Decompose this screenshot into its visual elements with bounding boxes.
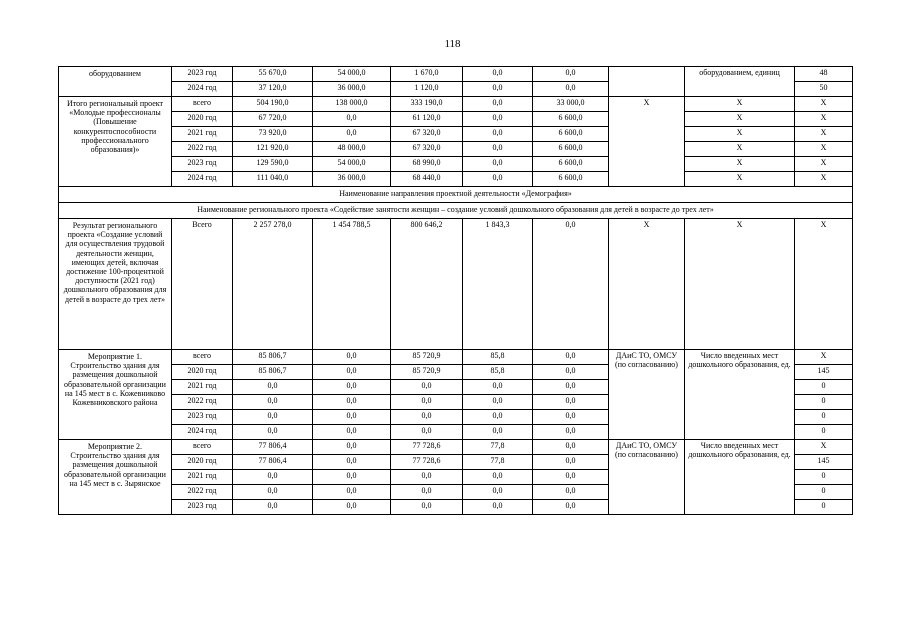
cell-regional: 68 440,0 <box>391 172 463 187</box>
row-name: Мероприятие 1. Строительство здания для размещения дошкольной образовательной организации на 145 мест в с. Кожевниково Кожевниковского района <box>59 350 172 440</box>
cell-executor <box>609 67 685 97</box>
cell-value: 0 <box>795 500 853 515</box>
cell-other: 0,0 <box>533 485 609 500</box>
cell-federal: 0,0 <box>313 410 391 425</box>
cell-indicator: Х <box>685 97 795 112</box>
cell-local: 0,0 <box>463 470 533 485</box>
cell-year: 2023 год <box>172 500 233 515</box>
table-row <box>59 67 853 82</box>
cell-federal: 0,0 <box>313 440 391 455</box>
direction-header: Наименование направления проектной деятельности «Демография» <box>59 187 853 203</box>
page-number: 118 <box>444 38 461 50</box>
cell-indicator: Х <box>685 219 795 350</box>
cell-regional: 67 320,0 <box>391 142 463 157</box>
cell-indicator: Число введенных мест дошкольного образования, ед. <box>685 350 795 440</box>
cell-local: 77,8 <box>463 455 533 470</box>
cell-regional: 77 728,6 <box>391 455 463 470</box>
cell-year: 2021 год <box>172 380 233 395</box>
cell-indicator: Х <box>685 112 795 127</box>
cell-other: 0,0 <box>533 350 609 365</box>
cell-federal: 0,0 <box>313 455 391 470</box>
cell-other: 6 600,0 <box>533 112 609 127</box>
cell-value: Х <box>795 157 853 172</box>
cell-year: Всего <box>172 219 233 350</box>
cell-local: 0,0 <box>463 142 533 157</box>
cell-other: 0,0 <box>533 470 609 485</box>
cell-value: 0 <box>795 395 853 410</box>
cell-year: 2021 год <box>172 127 233 142</box>
cell-year: 2023 год <box>172 157 233 172</box>
cell-total: 0,0 <box>233 380 313 395</box>
cell-total: 129 590,0 <box>233 157 313 172</box>
cell-indicator: Число введенных мест дошкольного образования, ед. <box>685 440 795 515</box>
cell-value: 0 <box>795 410 853 425</box>
cell-value: Х <box>795 350 853 365</box>
cell-regional: 67 320,0 <box>391 127 463 142</box>
row-name: оборудованием <box>59 67 172 97</box>
table-row <box>59 440 853 455</box>
row-name: Мероприятие 2. Строительство здания для размещения дошкольной образовательной организации на 145 мест в с. Зырянское <box>59 440 172 515</box>
cell-local: 77,8 <box>463 440 533 455</box>
table-row <box>59 350 853 365</box>
cell-other: 0,0 <box>533 440 609 455</box>
cell-federal: 0,0 <box>313 112 391 127</box>
row-name: Итого региональный проект «Молодые профессионалы (Повышение конкурентоспособности профессионального образования)» <box>59 97 172 187</box>
cell-year: 2024 год <box>172 172 233 187</box>
cell-total: 121 920,0 <box>233 142 313 157</box>
cell-local: 0,0 <box>463 172 533 187</box>
cell-other: 6 600,0 <box>533 127 609 142</box>
cell-regional: 333 190,0 <box>391 97 463 112</box>
cell-total: 504 190,0 <box>233 97 313 112</box>
cell-other: 0,0 <box>533 395 609 410</box>
cell-value: 50 <box>795 82 853 97</box>
cell-local: 0,0 <box>463 410 533 425</box>
cell-total: 0,0 <box>233 425 313 440</box>
cell-local: 0,0 <box>463 82 533 97</box>
cell-regional: 0,0 <box>391 410 463 425</box>
cell-regional: 68 990,0 <box>391 157 463 172</box>
cell-local: 0,0 <box>463 425 533 440</box>
cell-indicator: Х <box>685 172 795 187</box>
cell-other: 0,0 <box>533 425 609 440</box>
cell-year: всего <box>172 440 233 455</box>
cell-indicator: Х <box>685 142 795 157</box>
cell-total: 111 040,0 <box>233 172 313 187</box>
cell-total: 73 920,0 <box>233 127 313 142</box>
cell-value: 0 <box>795 380 853 395</box>
cell-executor: ДАиС ТО, ОМСУ (по согласованию) <box>609 350 685 440</box>
cell-other: 0,0 <box>533 410 609 425</box>
cell-value: Х <box>795 219 853 350</box>
cell-executor: Х <box>609 97 685 187</box>
table-row <box>59 219 853 350</box>
cell-local: 0,0 <box>463 500 533 515</box>
cell-regional: 0,0 <box>391 470 463 485</box>
cell-federal: 36 000,0 <box>313 172 391 187</box>
cell-total: 0,0 <box>233 485 313 500</box>
section-header-row <box>59 203 853 219</box>
cell-value: Х <box>795 440 853 455</box>
cell-indicator: оборудованием, единиц <box>685 67 795 97</box>
cell-regional: 0,0 <box>391 485 463 500</box>
cell-other: 0,0 <box>533 82 609 97</box>
table-row <box>59 157 853 172</box>
cell-total: 77 806,4 <box>233 455 313 470</box>
cell-federal: 0,0 <box>313 350 391 365</box>
cell-local: 0,0 <box>463 112 533 127</box>
cell-federal: 0,0 <box>313 365 391 380</box>
cell-other: 0,0 <box>533 455 609 470</box>
cell-other: 0,0 <box>533 67 609 82</box>
cell-total: 67 720,0 <box>233 112 313 127</box>
cell-year: 2022 год <box>172 395 233 410</box>
table-row <box>59 142 853 157</box>
cell-regional: 800 646,2 <box>391 219 463 350</box>
cell-local: 0,0 <box>463 395 533 410</box>
cell-total: 85 806,7 <box>233 350 313 365</box>
cell-local: 1 843,3 <box>463 219 533 350</box>
cell-total: 2 257 278,0 <box>233 219 313 350</box>
cell-value: 0 <box>795 470 853 485</box>
table-row <box>59 127 853 142</box>
cell-value: Х <box>795 127 853 142</box>
cell-total: 0,0 <box>233 500 313 515</box>
cell-federal: 0,0 <box>313 425 391 440</box>
cell-year: 2024 год <box>172 82 233 97</box>
cell-total: 77 806,4 <box>233 440 313 455</box>
cell-year: 2024 год <box>172 425 233 440</box>
section-header-row <box>59 187 853 203</box>
cell-federal: 48 000,0 <box>313 142 391 157</box>
cell-regional: 1 670,0 <box>391 67 463 82</box>
cell-year: всего <box>172 350 233 365</box>
cell-regional: 77 728,6 <box>391 440 463 455</box>
cell-local: 0,0 <box>463 67 533 82</box>
table-row <box>59 172 853 187</box>
cell-federal: 0,0 <box>313 470 391 485</box>
cell-federal: 54 000,0 <box>313 67 391 82</box>
project-header: Наименование регионального проекта «Содействие занятости женщин – создание условий дошкольного образования для детей в возрасте до трех лет» <box>59 203 853 219</box>
cell-year: 2022 год <box>172 142 233 157</box>
cell-local: 85,8 <box>463 350 533 365</box>
cell-value: Х <box>795 97 853 112</box>
cell-other: 0,0 <box>533 500 609 515</box>
cell-federal: 0,0 <box>313 500 391 515</box>
cell-total: 85 806,7 <box>233 365 313 380</box>
cell-federal: 1 454 788,5 <box>313 219 391 350</box>
cell-total: 0,0 <box>233 470 313 485</box>
cell-year: 2020 год <box>172 455 233 470</box>
cell-local: 0,0 <box>463 97 533 112</box>
cell-year: 2023 год <box>172 410 233 425</box>
cell-year: 2020 год <box>172 112 233 127</box>
cell-executor: ДАиС ТО, ОМСУ (по согласованию) <box>609 440 685 515</box>
cell-total: 55 670,0 <box>233 67 313 82</box>
cell-other: 6 600,0 <box>533 172 609 187</box>
cell-value: 0 <box>795 425 853 440</box>
cell-other: 0,0 <box>533 380 609 395</box>
cell-regional: 0,0 <box>391 425 463 440</box>
cell-year: 2023 год <box>172 67 233 82</box>
cell-local: 0,0 <box>463 485 533 500</box>
cell-value: 48 <box>795 67 853 82</box>
cell-indicator: Х <box>685 127 795 142</box>
cell-regional: 1 120,0 <box>391 82 463 97</box>
cell-federal: 0,0 <box>313 380 391 395</box>
cell-value: Х <box>795 112 853 127</box>
table-row <box>59 97 853 112</box>
cell-value: Х <box>795 142 853 157</box>
cell-local: 85,8 <box>463 365 533 380</box>
cell-regional: 0,0 <box>391 395 463 410</box>
cell-federal: 138 000,0 <box>313 97 391 112</box>
cell-regional: 85 720,9 <box>391 365 463 380</box>
cell-federal: 0,0 <box>313 395 391 410</box>
cell-year: 2022 год <box>172 485 233 500</box>
row-name: Результат регионального проекта «Создание условий для осуществления трудовой деятельности женщин, имеющих детей, включая достижение 100-процентной доступности (2021 год) дошкольного образования для детей в возрасте до трех лет» <box>59 219 172 350</box>
cell-federal: 36 000,0 <box>313 82 391 97</box>
cell-other: 33 000,0 <box>533 97 609 112</box>
cell-other: 6 600,0 <box>533 157 609 172</box>
cell-federal: 0,0 <box>313 127 391 142</box>
budget-table <box>58 66 853 515</box>
cell-federal: 0,0 <box>313 485 391 500</box>
cell-local: 0,0 <box>463 127 533 142</box>
cell-indicator: Х <box>685 157 795 172</box>
cell-year: 2021 год <box>172 470 233 485</box>
cell-value: 145 <box>795 455 853 470</box>
cell-regional: 61 120,0 <box>391 112 463 127</box>
cell-other: 0,0 <box>533 219 609 350</box>
cell-regional: 85 720,9 <box>391 350 463 365</box>
cell-local: 0,0 <box>463 380 533 395</box>
table-row <box>59 112 853 127</box>
cell-other: 0,0 <box>533 365 609 380</box>
cell-year: 2020 год <box>172 365 233 380</box>
cell-value: 0 <box>795 485 853 500</box>
cell-value: 145 <box>795 365 853 380</box>
cell-other: 6 600,0 <box>533 142 609 157</box>
cell-federal: 54 000,0 <box>313 157 391 172</box>
cell-total: 37 120,0 <box>233 82 313 97</box>
cell-total: 0,0 <box>233 410 313 425</box>
cell-regional: 0,0 <box>391 380 463 395</box>
cell-executor: Х <box>609 219 685 350</box>
cell-local: 0,0 <box>463 157 533 172</box>
cell-regional: 0,0 <box>391 500 463 515</box>
cell-total: 0,0 <box>233 395 313 410</box>
cell-year: всего <box>172 97 233 112</box>
cell-value: Х <box>795 172 853 187</box>
